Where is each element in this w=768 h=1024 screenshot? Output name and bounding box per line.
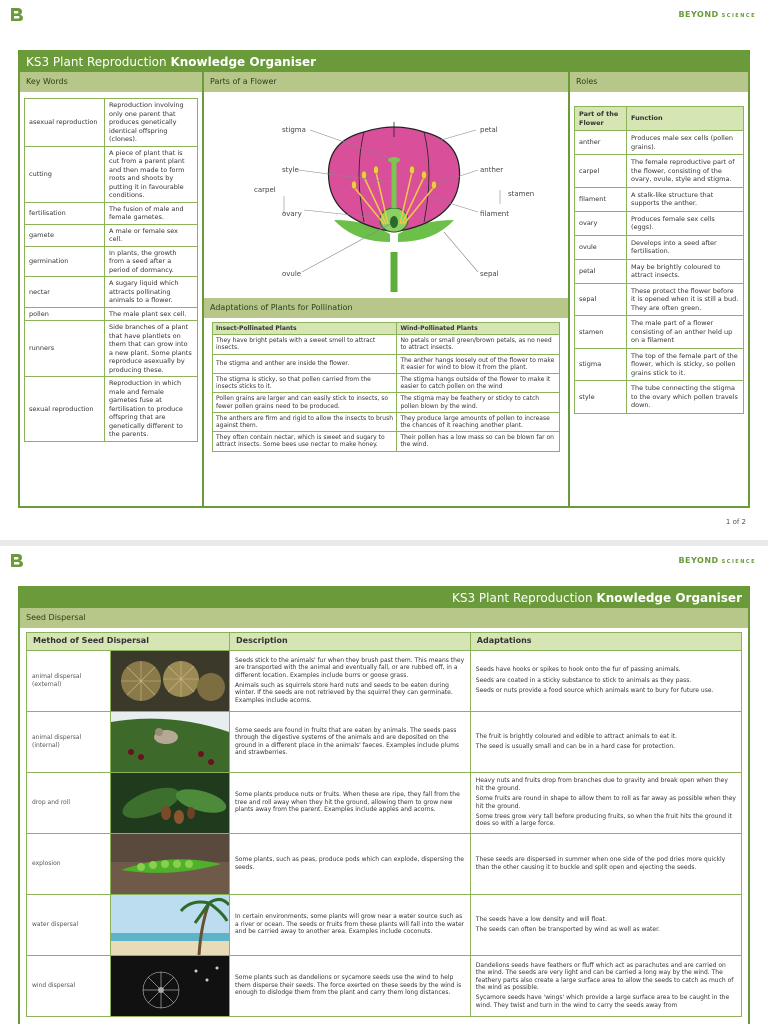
key-words-table [24,98,198,442]
key-word-row [25,377,198,442]
description-paragraph: Some plants produce nuts or fruits. When these are ripe, they fall from the tree and roll away when they hit the ground, allowing them to grow new plants away from the parent. Examples include apples and acorns. [235,791,460,814]
label-sepal: sepal [480,270,499,278]
pea-pod-photo [111,834,229,894]
brand-suffix: SCIENCE [721,13,756,19]
role-row [575,316,744,349]
insect-adaptation: They have bright petals with a sweet smell to attract insects. [213,335,397,354]
key-word-term: nectar [25,277,105,308]
adaptation-row [213,354,560,373]
adapt-header-wind: Wind-Pollinated Plants [397,323,560,335]
part-function: Produces male sex cells (pollen grains). [627,131,744,155]
dispersal-adaptations [470,894,741,955]
roles-table [574,106,744,414]
dispersal-description [230,894,471,955]
part-function: The female reproductive part of the flower, consisting of the ovary, ovule, style and stigma. [627,155,744,188]
key-word-term: gamete [25,224,105,246]
hanging-nuts-photo [111,773,229,833]
adaptation-paragraph: Seeds have hooks or spikes to hook onto the fur of passing animals. [475,666,681,674]
flower-part: anther [575,131,627,155]
bird-eating-berries-photo [111,712,229,772]
key-word-definition: Side branches of a plant that have plantlets on them that can grow into a new plant. Some plants reproduce asexually by producing these. [105,321,198,377]
role-row [575,259,744,283]
title-bold: Knowledge Organiser [596,591,742,605]
label-stigma: stigma [282,126,306,134]
dispersal-photo-cell [111,955,230,1016]
key-word-term: germination [25,246,105,277]
key-word-term: runners [25,321,105,377]
dispersal-method: animal dispersal (internal) [27,711,111,772]
part-function: The male part of a flower consisting of an anther held up on a filament [627,316,744,349]
part-function: The tube connecting the stigma to the ovary which pollen travels down. [627,381,744,414]
roles-header-part: Part of the Flower [575,107,627,131]
dispersal-photo-cell [111,894,230,955]
beyond-logo-icon [8,6,24,22]
adaptation-paragraph: Seeds are coated in a sticky substance to stick to animals as they pass. [475,676,692,684]
flower-part: style [575,381,627,414]
dispersal-method: wind dispersal [27,955,111,1016]
key-word-row [25,99,198,147]
part-function: Produces female sex cells (eggs). [627,211,744,235]
adaptations-section [204,298,568,456]
part-function: The top of the female part of the flower, which is sticky, so pollen grains stick to it. [627,348,744,381]
dispersal-description [230,833,471,894]
beyond-logo-icon [8,552,24,568]
seed-dispersal-table [26,632,742,1017]
key-word-term: sexual reproduction [25,377,105,442]
adaptations-heading: Adaptations of Plants for Pollination [204,298,568,318]
adaptation-row [213,432,560,451]
dispersal-photo-cell [111,833,230,894]
role-row [575,187,744,211]
label-filament: filament [480,210,509,218]
dispersal-adaptations [470,833,741,894]
dispersal-description [230,955,471,1016]
description-paragraph: Seeds stick to the animals' fur when they brush past them. This means they are transported with the animal and eventually fall, or are rubbed off, in a different location. Examples include burrs or goose grass. [235,656,465,679]
dispersal-method: animal dispersal (external) [27,650,111,711]
brand-suffix: SCIENCE [721,559,756,565]
insect-adaptation: The stigma is sticky, so that pollen carried from the insects sticks to it. [213,374,397,393]
parts-column [202,72,568,506]
dispersal-description [230,711,471,772]
role-row [575,283,744,316]
adaptation-paragraph: Seeds or nuts provide a food source which animals want to bury for future use. [475,687,714,695]
insect-adaptation: The stigma and anther are inside the flower. [213,354,397,373]
seed-dispersal-row [27,711,742,772]
adapt-header-insect: Insect-Pollinated Plants [213,323,397,335]
part-function: Develops into a seed after fertilisation. [627,235,744,259]
wind-adaptation: The stigma may be feathery or sticky to catch pollen blown by the wind. [397,393,560,412]
seed-dispersal-row [27,772,742,833]
description-paragraph: Some plants such as dandelions or sycamore seeds use the wind to help them disperse their seeds. The force exerted on these seeds by the wind is enough to dislodge them from the plant and carry them long distances. [235,974,462,997]
page-two [0,546,768,1024]
key-word-row [25,146,198,202]
dispersal-description [230,650,471,711]
key-word-row [25,246,198,277]
roles-heading: Roles [570,72,748,92]
label-ovary: ovary [282,210,302,218]
role-row [575,348,744,381]
part-function: May be brightly coloured to attract insects. [627,259,744,283]
key-word-definition: Reproduction in which male and female gametes fuse at fertilisation to produce offspring that are genetically different to the parents. [105,377,198,442]
adaptation-paragraph: The seeds have a low density and will float. [475,915,607,923]
dispersal-method: explosion [27,833,111,894]
seed-header-method: Method of Seed Dispersal [27,633,230,651]
insect-adaptation: They often contain nectar, which is sweet and sugary to attract insects. Some bees use nectar to make honey. [213,432,397,451]
page-number: 1 of 2 [725,518,746,526]
flower-part: ovule [575,235,627,259]
title-light: KS3 Plant Reproduction [451,591,593,605]
seed-dispersal-row [27,833,742,894]
seed-dispersal-row [27,650,742,711]
dispersal-description [230,772,471,833]
brand-name: BEYOND [678,10,719,19]
role-row [575,381,744,414]
key-words-heading: Key Words [20,72,202,92]
key-word-definition: A piece of plant that is cut from a parent plant and then made to form roots and shoots by putting it in favourable conditions. [105,146,198,202]
dispersal-photo-cell [111,650,230,711]
adaptation-paragraph: Sycamore seeds have 'wings' which provide a large surface area to be caught in the wind. They twist and turn in the wind to carry the seeds away from [475,994,730,1009]
flower-diagram [204,92,568,298]
dispersal-adaptations [470,711,741,772]
dispersal-adaptations [470,955,741,1016]
adaptation-paragraph: The fruit is brightly coloured and edible to attract animals to eat it. [475,732,678,740]
part-function: These protect the flower before it is opened when it is still a bud. They are often green. [627,283,744,316]
palm-beach-photo [111,895,229,955]
key-word-definition: A sugary liquid which attracts pollinating animals to a flower. [105,277,198,308]
dispersal-adaptations [470,650,741,711]
label-petal: petal [480,126,498,134]
label-ovule: ovule [282,270,302,278]
role-row [575,211,744,235]
key-word-row [25,224,198,246]
wind-adaptation: Their pollen has a low mass so can be blown far on the wind. [397,432,560,451]
adaptation-paragraph: These seeds are dispersed in summer when one side of the pod dries more quickly than the other causing it to buckle and split open and ejecting the seeds. [475,856,726,871]
dispersal-photo-cell [111,711,230,772]
dispersal-photo-cell [111,772,230,833]
seed-dispersal-heading: Seed Dispersal [20,608,748,628]
key-word-definition: In plants, the growth from a seed after a period of dormancy. [105,246,198,277]
key-word-term: cutting [25,146,105,202]
page-title [20,52,748,72]
description-paragraph: In certain environments, some plants will grow near a water source such as a river or ocean. The seeds or fruits from these plants will fall into the water and be carried away to another area. Examples include coconuts. [235,913,465,936]
part-function: A stalk-like structure that supports the anther. [627,187,744,211]
key-word-term: asexual reproduction [25,99,105,147]
adaptation-paragraph: The seeds can often be transported by wind as well as water. [475,926,660,933]
key-word-row [25,307,198,321]
roles-header-function: Function [627,107,744,131]
flower-part: ovary [575,211,627,235]
organiser-frame [18,50,750,508]
flower-part: carpel [575,155,627,188]
insect-adaptation: Pollen grains are larger and can easily stick to insects, so fewer pollen grains need to be produced. [213,393,397,412]
adaptation-row [213,393,560,412]
key-word-term: fertilisation [25,202,105,224]
key-word-row [25,277,198,308]
label-style: style [282,166,299,174]
burdock-burrs-photo [111,651,229,711]
brand-wordmark [678,10,756,19]
wind-adaptation: The anther hangs loosely out of the flower to make it easier for wind to blow it from the plant. [397,354,560,373]
adaptation-paragraph: Heavy nuts and fruits drop from branches due to gravity and break open when they hit the ground. [475,777,728,792]
adaptation-paragraph: The seed is usually small and can be in a hard case for protection. [475,743,676,750]
adaptation-paragraph: Some fruits are round in shape to allow them to roll as far away as possible when they hit the ground. [475,795,736,810]
brand-name: BEYOND [678,556,719,565]
parts-heading: Parts of a Flower [204,72,568,92]
title-light: KS3 Plant Reproduction [26,55,167,69]
dispersal-method: drop and roll [27,772,111,833]
dispersal-method: water dispersal [27,894,111,955]
role-row [575,155,744,188]
adaptation-paragraph: Some trees grow very tall before producing fruits, so when the fruit hits the ground it does so with a large force. [475,812,732,828]
key-word-definition: Reproduction involving only one parent that produces genetically identical offspring (clones). [105,99,198,147]
page-title [20,588,748,608]
description-paragraph: Some plants, such as peas, produce pods which can explode, dispersing the seeds. [235,856,464,871]
adaptation-row [213,412,560,431]
flower-part: sepal [575,283,627,316]
insect-adaptation: The anthers are firm and rigid to allow the insects to brush against them. [213,412,397,431]
brand-wordmark [678,556,756,565]
adaptation-row [213,335,560,354]
wind-adaptation: No petals or small green/brown petals, as no need to attract insects. [397,335,560,354]
key-word-definition: The fusion of male and female gametes. [105,202,198,224]
seed-header-description: Description [230,633,471,651]
title-bold: Knowledge Organiser [170,55,317,69]
roles-column [568,72,748,506]
flower-part: petal [575,259,627,283]
key-word-definition: A male or female sex cell. [105,224,198,246]
wind-adaptation: They produce large amounts of pollen to increase the chances of it reaching another plant. [397,412,560,431]
flower-part: stigma [575,348,627,381]
flower-part: filament [575,187,627,211]
dispersal-adaptations [470,772,741,833]
seed-header-adaptations: Adaptations [470,633,741,651]
key-word-term: pollen [25,307,105,321]
seed-dispersal-row [27,894,742,955]
flower-part: stamen [575,316,627,349]
role-row [575,235,744,259]
dandelion-seed-photo [111,956,229,1016]
ovule-shape [390,216,398,228]
label-carpel: carpel [254,186,276,194]
key-word-row [25,321,198,377]
role-row [575,131,744,155]
description-paragraph: Animals such as squirrels store hard nuts and seeds to be eaten during winter. If the seeds are not retrieved by the squirrel they can germinate. Examples include acorns. [235,682,453,704]
key-word-row [25,202,198,224]
adaptation-row [213,374,560,393]
description-paragraph: Some seeds are found in fruits that are eaten by animals. The seeds pass through the digestive systems of the animals and are deposited on the ground in a different place in the animals' faeces. Examples include plums and strawberries. [235,726,460,756]
seed-dispersal-row [27,955,742,1016]
key-word-definition: The male plant sex cell. [105,307,198,321]
adaptation-paragraph: Dandelions seeds have feathers or fluff which act as parachutes and are carried on the wind. The seeds are very light and can be carried a long way by the wind. The feathery parts also create a large surface area to allow the seeds to catch as much of the wind as possible. [475,961,734,991]
key-words-column [20,72,202,506]
adaptations-table [212,322,560,452]
wind-adaptation: The stigma hangs outside of the flower to make it easier to catch pollen on the wind [397,374,560,393]
label-anther: anther [480,166,504,174]
seed-dispersal-frame [18,586,750,1024]
label-stamen: stamen [508,190,535,198]
